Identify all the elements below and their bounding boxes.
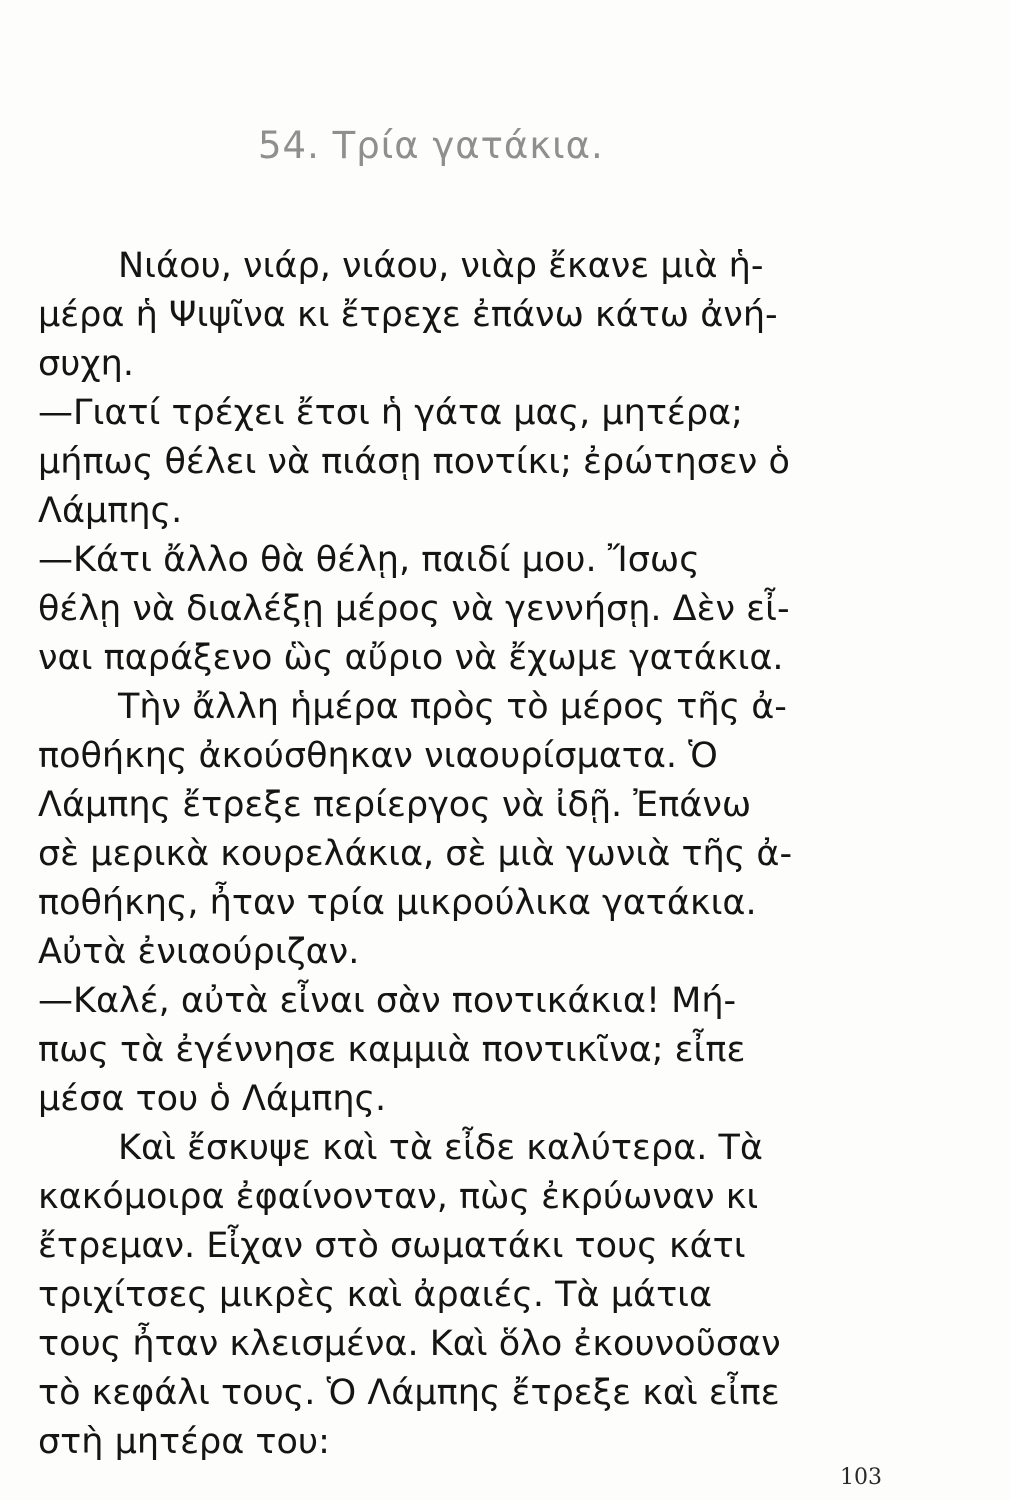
text-line-17: πως τὰ ἐγέννησε καμμιὰ ποντικῖνα; εἶπε — [38, 1030, 746, 1070]
text-line-14: ποθήκης, ἦταν τρία μικρούλικα γατάκια. — [38, 883, 757, 923]
text-line-18: μέσα του ὁ Λάμπης. — [38, 1079, 387, 1119]
text-line-7: —Κάτι ἄλλο θὰ θέλῃ, παιδί μου. Ἴσως — [38, 540, 700, 580]
text-line-2: μέρα ἡ Ψιψῖνα κι ἔτρεχε ἐπάνω κάτω ἀνή- — [38, 295, 778, 335]
text-line-9: ναι παράξενο ὣς αὔριο νὰ ἔχωμε γατάκια. — [38, 638, 784, 678]
text-line-21: ἔτρεμαν. Εἶχαν στὸ σωματάκι τους κάτι — [38, 1226, 746, 1266]
text-line-11: ποθήκης ἀκούσθηκαν νιαουρίσματα. Ὁ — [38, 736, 718, 776]
text-line-1: Νιάου, νιάρ, νιάου, νιὰρ ἔκανε μιὰ ἡ- — [118, 246, 764, 286]
text-line-20: κακόμοιρα ἐφαίνονταν, πὼς ἐκρύωναν κι — [38, 1177, 759, 1217]
text-line-6: Λάμπης. — [38, 491, 183, 531]
text-line-25: στὴ μητέρα του: — [38, 1422, 330, 1462]
text-line-16: —Καλέ, αὐτὰ εἶναι σὰν ποντικάκια! Μή- — [38, 981, 737, 1021]
text-line-3: συχη. — [38, 344, 134, 384]
text-line-13: σὲ μερικὰ κουρελάκια, σὲ μιὰ γωνιὰ τῆς ἀ- — [38, 834, 793, 874]
page-number: 103 — [840, 1465, 882, 1490]
text-line-10: Τὴν ἄλλη ἡμέρα πρὸς τὸ μέρος τῆς ἀ- — [118, 687, 787, 727]
text-line-15: Αὐτὰ ἐνιαούριζαν. — [38, 932, 360, 972]
text-line-4: —Γιατί τρέχει ἔτσι ἡ γάτα μας, μητέρα; — [38, 393, 743, 433]
text-line-24: τὸ κεφάλι τους. Ὁ Λάμπης ἔτρεξε καὶ εἶπε — [38, 1373, 780, 1413]
chapter-title: 54. Τρία γατάκια. — [258, 124, 604, 167]
text-line-22: τριχίτσες μικρὲς καὶ ἀραιές. Τὰ μάτια — [38, 1275, 713, 1315]
text-line-23: τους ἦταν κλεισμένα. Καὶ ὅλο ἐκουνοῦσαν — [38, 1324, 781, 1364]
text-line-8: θέλῃ νὰ διαλέξῃ μέρος νὰ γεννήσῃ. Δὲν εἶ- — [38, 589, 790, 629]
text-line-12: Λάμπης ἔτρεξε περίεργος νὰ ἰδῇ. Ἐπάνω — [38, 785, 752, 825]
text-line-5: μήπως θέλει νὰ πιάσῃ ποντίκι; ἐρώτησεν ὁ — [38, 442, 790, 482]
text-line-19: Καὶ ἔσκυψε καὶ τὰ εἶδε καλύτερα. Τὰ — [118, 1128, 763, 1168]
